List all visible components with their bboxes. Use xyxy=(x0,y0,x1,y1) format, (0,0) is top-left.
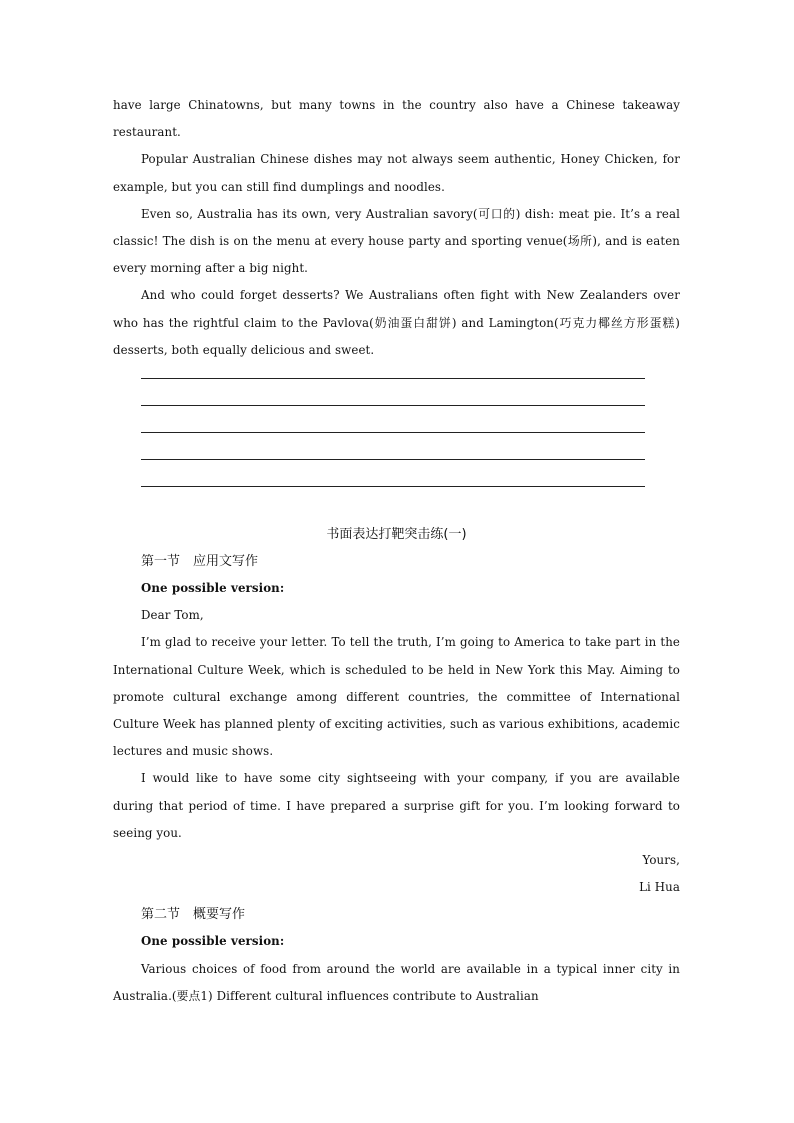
section-2-label: One possible version: xyxy=(141,934,285,949)
section-1-label: One possible version: xyxy=(141,581,285,596)
letter-closing: Yours, xyxy=(642,853,680,868)
answer-line xyxy=(141,378,645,405)
answer-line xyxy=(141,486,645,513)
paragraph-chinatowns: have large Chinatowns, but many towns in the country also have a Chinese takeaway restaurant. xyxy=(113,98,680,140)
answer-line xyxy=(141,432,645,459)
letter-greeting: Dear Tom, xyxy=(141,608,204,623)
paragraph-meat-pie: Even so, Australia has its own, very Australian savory(可口的) dish: meat pie. It’s a real classic! The dish is on the menu at every house party and sporting venue(场所), and is eaten every morning after a big night. xyxy=(113,206,680,276)
document-page xyxy=(113,92,680,1010)
answer-lines xyxy=(141,378,645,513)
letter-paragraph-2: I would like to have some city sightseeing with your company, if you are available during that period of time. I have prepared a surprise gift for you. I’m looking forward to seeing you. xyxy=(113,771,680,840)
answer-line xyxy=(141,459,645,486)
paragraph-desserts: And who could forget desserts? We Australians often fight with New Zealanders over who has the rightful claim to the Pavlova(奶油蛋白甜饼) and Lamington(巧克力椰丝方形蛋糕) desserts, both equally delicious and sweet. xyxy=(113,288,680,357)
section-1-heading: 第一节 应用文写作 xyxy=(141,554,259,570)
paragraph-chinese-dishes: Popular Australian Chinese dishes may not always seem authentic, Honey Chicken, for example, but you can still find dumplings and noodles. xyxy=(113,152,680,194)
letter-paragraph-1: I’m glad to receive your letter. To tell the truth, I’m going to America to take part in the International Culture Week, which is scheduled to be held in New York this May. Aiming to promote cultural exchange among different countries, the committee of International Culture Week has planned plenty of exciting activities, such as various exhibitions, academic lectures and music shows. xyxy=(113,635,680,759)
page-title: 书面表达打靶突击练(一) xyxy=(326,527,467,543)
section-2-heading: 第二节 概要写作 xyxy=(141,907,246,923)
letter-signature: Li Hua xyxy=(639,880,680,895)
answer-line xyxy=(141,405,645,432)
summary-paragraph: Various choices of food from around the world are available in a typical inner city in Australia.(要点1) Different cultural influences contribute to Australian xyxy=(113,961,680,1003)
